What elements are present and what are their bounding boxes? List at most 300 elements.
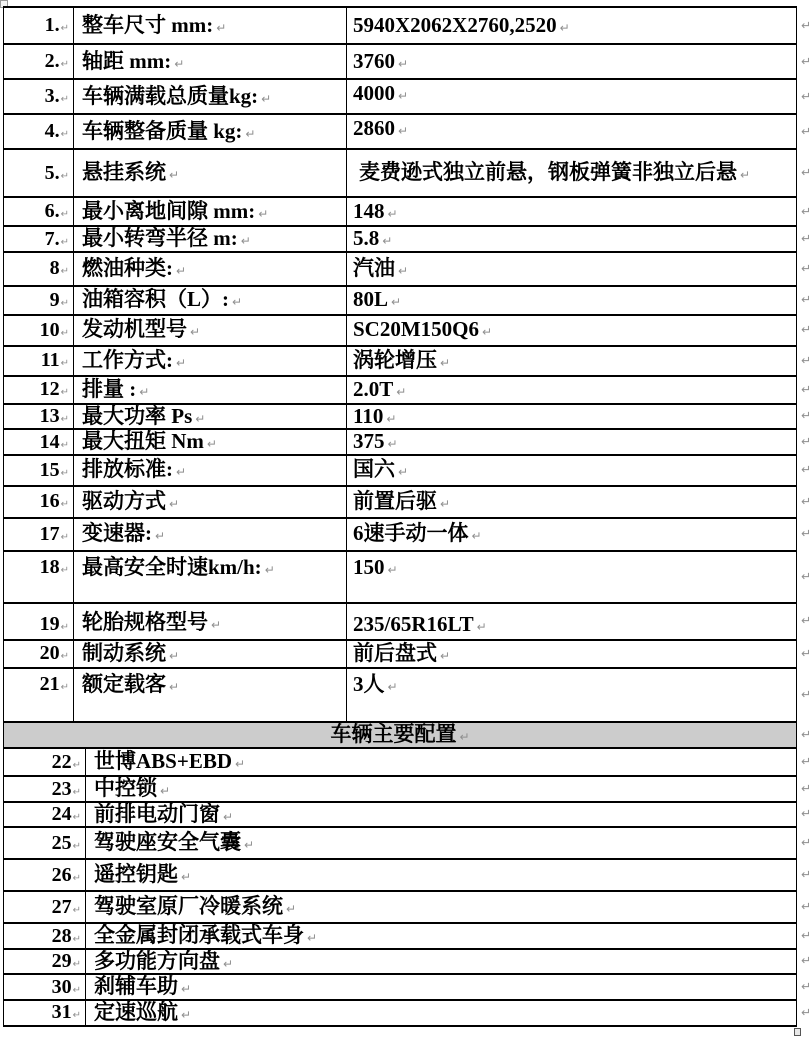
paragraph-mark-icon: ↵ — [176, 263, 187, 278]
paragraph-mark-icon: ↵ — [440, 496, 451, 511]
paragraph-mark-icon: ↵ — [386, 411, 397, 426]
spec-label: 整车尺寸 mm: — [82, 12, 214, 37]
spec-value-cell[interactable] — [347, 286, 811, 315]
paragraph-mark-icon: ↵ — [60, 499, 69, 511]
spec-value-cell[interactable] — [347, 640, 811, 668]
end-of-row-mark-icon: ↵ — [800, 806, 811, 821]
row-number-cell[interactable] — [4, 859, 86, 891]
row-number: 25 — [51, 831, 72, 854]
spec-label: 排量 : — [82, 376, 137, 401]
paragraph-mark-icon: ↵ — [60, 358, 69, 370]
table-row — [4, 923, 797, 949]
table-row — [4, 346, 797, 376]
row-number-cell[interactable] — [4, 286, 74, 315]
row-number: 28 — [51, 924, 72, 947]
table-row — [4, 149, 797, 197]
row-number: 4. — [44, 120, 60, 143]
paragraph-mark-icon: ↵ — [169, 168, 180, 183]
row-number-cell[interactable] — [4, 404, 74, 430]
spec-label: 轴距 mm: — [82, 48, 172, 73]
config-item-label: 多功能方向盘 — [94, 948, 220, 973]
table-row — [4, 79, 797, 114]
row-number: 3. — [44, 85, 60, 108]
config-item-cell[interactable] — [86, 948, 811, 975]
row-number-cell[interactable] — [4, 346, 74, 376]
row-number-cell[interactable] — [4, 827, 86, 859]
config-item-cell[interactable] — [86, 859, 811, 891]
row-number: 6. — [44, 200, 60, 223]
row-number-cell[interactable] — [4, 44, 74, 79]
spec-value: 前置后驱 — [353, 488, 437, 513]
paragraph-mark-icon: ↵ — [476, 620, 487, 635]
row-number-cell[interactable] — [4, 640, 74, 668]
row-number: 11 — [40, 349, 60, 372]
end-of-row-mark-icon: ↵ — [800, 899, 811, 914]
paragraph-mark-icon: ↵ — [235, 757, 246, 772]
row-number: 24 — [51, 803, 72, 826]
table-row — [4, 455, 797, 486]
row-number-cell[interactable] — [4, 603, 74, 640]
spec-label: 燃油种类: — [82, 255, 173, 280]
spec-label: 油箱容积（L）: — [82, 287, 229, 312]
config-item-cell[interactable] — [86, 891, 811, 923]
paragraph-mark-icon: ↵ — [60, 129, 69, 141]
paragraph-mark-icon: ↵ — [398, 56, 409, 71]
paragraph-mark-icon: ↵ — [72, 812, 81, 824]
row-number: 8 — [49, 257, 60, 280]
paragraph-mark-icon: ↵ — [169, 496, 180, 511]
spec-value-cell[interactable] — [347, 376, 811, 404]
paragraph-mark-icon: ↵ — [72, 1010, 81, 1022]
paragraph-mark-icon: ↵ — [72, 959, 81, 971]
paragraph-mark-icon: ↵ — [60, 564, 69, 576]
paragraph-mark-icon: ↵ — [190, 325, 201, 340]
paragraph-mark-icon: ↵ — [60, 23, 69, 35]
config-item-label: 驾驶座安全气囊 — [94, 830, 241, 855]
table-row — [4, 44, 797, 79]
vehicle-spec-table — [3, 6, 811, 749]
end-of-row-mark-icon: ↵ — [800, 754, 811, 769]
spec-label-cell[interactable] — [74, 79, 347, 114]
spec-value: 2860 — [353, 116, 395, 140]
row-number: 31 — [51, 1001, 72, 1024]
paragraph-mark-icon: ↵ — [440, 355, 451, 370]
table-resize-handle-icon[interactable] — [794, 1028, 801, 1036]
paragraph-mark-icon: ↵ — [387, 679, 398, 694]
table-row — [4, 315, 797, 346]
end-of-row-mark-icon: ↵ — [800, 292, 811, 307]
paragraph-mark-icon: ↵ — [440, 648, 451, 663]
row-number-cell[interactable] — [4, 923, 86, 949]
row-number-cell[interactable] — [4, 749, 86, 776]
table-row — [4, 859, 797, 891]
spec-value: 110 — [353, 403, 384, 428]
spec-label: 轮胎规格型号 — [82, 610, 208, 635]
paragraph-mark-icon: ↵ — [245, 126, 256, 141]
row-number: 2. — [44, 50, 60, 73]
table-row — [4, 974, 797, 1000]
paragraph-mark-icon: ↵ — [387, 437, 398, 452]
paragraph-mark-icon: ↵ — [72, 984, 81, 996]
end-of-row-mark-icon: ↵ — [800, 613, 811, 628]
table-row — [4, 640, 797, 668]
spec-label-cell[interactable] — [74, 44, 347, 79]
spec-label-cell[interactable] — [74, 404, 347, 430]
row-number: 27 — [51, 895, 72, 918]
paragraph-mark-icon: ↵ — [72, 904, 81, 916]
paragraph-mark-icon: ↵ — [244, 838, 255, 853]
table-row — [4, 429, 797, 455]
end-of-row-mark-icon: ↵ — [800, 53, 811, 68]
end-of-row-mark-icon: ↵ — [800, 645, 811, 660]
end-of-row-mark-icon: ↵ — [800, 726, 811, 741]
spec-label-cell[interactable] — [74, 376, 347, 404]
row-number-cell[interactable] — [4, 518, 74, 551]
spec-value: 148 — [353, 198, 385, 223]
paragraph-mark-icon: ↵ — [181, 1007, 192, 1022]
row-number: 13 — [39, 405, 60, 428]
row-number: 20 — [39, 642, 60, 665]
row-number: 16 — [39, 490, 60, 513]
spec-label-cell[interactable] — [74, 252, 347, 286]
row-number: 23 — [51, 777, 72, 800]
spec-value: 前后盘式 — [353, 640, 437, 665]
paragraph-mark-icon: ↵ — [459, 729, 470, 744]
paragraph-mark-icon: ↵ — [195, 411, 206, 426]
table-row — [4, 949, 797, 975]
spec-label-cell[interactable] — [74, 455, 347, 486]
end-of-row-mark-icon: ↵ — [800, 17, 811, 32]
spec-value: 235/65R16LT — [353, 612, 474, 637]
end-of-row-mark-icon: ↵ — [800, 781, 811, 796]
config-item-label: 中控锁 — [94, 776, 157, 800]
paragraph-mark-icon: ↵ — [232, 295, 243, 310]
end-of-row-mark-icon: ↵ — [800, 953, 811, 968]
config-item-label: 全金属封闭承载式车身 — [94, 923, 304, 948]
table-row — [4, 486, 797, 518]
spec-label-cell[interactable] — [74, 668, 347, 722]
row-number-cell[interactable] — [4, 974, 86, 1000]
row-number: 7. — [44, 227, 60, 250]
row-number-cell[interactable] — [4, 114, 74, 149]
paragraph-mark-icon: ↵ — [482, 325, 493, 340]
spec-label-cell[interactable] — [74, 114, 347, 149]
paragraph-mark-icon: ↵ — [169, 648, 180, 663]
row-number: 29 — [51, 950, 72, 973]
config-item-cell[interactable] — [86, 923, 811, 949]
spec-value-cell[interactable] — [347, 44, 811, 79]
spec-label-cell[interactable] — [74, 551, 347, 603]
spec-label-cell[interactable] — [74, 429, 347, 455]
paragraph-mark-icon: ↵ — [139, 384, 150, 399]
spec-value: 150 — [353, 554, 385, 579]
paragraph-mark-icon: ↵ — [398, 263, 409, 278]
config-item-cell[interactable] — [86, 749, 811, 776]
paragraph-mark-icon: ↵ — [398, 465, 409, 480]
table-row — [4, 114, 797, 149]
section-header-cell[interactable] — [4, 721, 811, 748]
spec-value-cell[interactable] — [347, 551, 811, 603]
spec-label: 驱动方式 — [82, 488, 166, 513]
paragraph-mark-icon: ↵ — [72, 786, 81, 798]
spec-label-cell[interactable] — [74, 486, 347, 518]
paragraph-mark-icon: ↵ — [60, 467, 69, 479]
row-number: 18 — [39, 555, 60, 578]
spec-label: 最高安全时速km/h: — [82, 554, 262, 579]
config-item-cell[interactable] — [86, 776, 811, 802]
spec-label: 悬挂系统 — [82, 160, 166, 185]
config-item-cell[interactable] — [86, 999, 811, 1026]
spec-value-cell[interactable] — [347, 403, 811, 430]
config-item-label: 遥控钥匙 — [94, 862, 178, 887]
paragraph-mark-icon: ↵ — [60, 439, 69, 451]
end-of-row-mark-icon: ↵ — [800, 231, 811, 246]
spec-label: 车辆满载总质量kg: — [82, 83, 259, 108]
spec-value: 涡轮增压 — [353, 347, 437, 372]
table-row — [4, 404, 797, 430]
paragraph-mark-icon: ↵ — [258, 206, 269, 221]
vehicle-config-table — [3, 749, 811, 1027]
paragraph-mark-icon: ↵ — [176, 465, 187, 480]
end-of-row-mark-icon: ↵ — [800, 408, 811, 423]
row-number: 21 — [39, 672, 60, 695]
paragraph-mark-icon: ↵ — [60, 651, 69, 663]
paragraph-mark-icon: ↵ — [398, 124, 409, 138]
row-number-cell[interactable] — [4, 455, 74, 486]
config-item-label: 刹辅车助 — [94, 974, 178, 999]
spec-value-cell[interactable] — [347, 518, 811, 551]
spec-value: 3人 — [353, 671, 385, 696]
row-number: 1. — [44, 14, 60, 37]
spec-value-cell[interactable] — [347, 346, 811, 376]
paragraph-mark-icon: ↵ — [60, 531, 69, 543]
spec-label: 发动机型号 — [82, 317, 187, 342]
paragraph-mark-icon: ↵ — [169, 679, 180, 694]
paragraph-mark-icon: ↵ — [181, 870, 192, 885]
spec-value: 汽油 — [353, 255, 395, 280]
table-row — [4, 226, 797, 252]
end-of-row-mark-icon: ↵ — [800, 260, 811, 275]
row-number: 30 — [51, 975, 72, 998]
row-number-cell[interactable] — [4, 486, 74, 518]
row-number: 15 — [39, 458, 60, 481]
paragraph-mark-icon: ↵ — [382, 234, 393, 248]
row-number: 22 — [51, 750, 72, 773]
spec-label: 最小离地间隙 mm: — [82, 198, 256, 223]
spec-label-cell[interactable] — [74, 603, 347, 640]
spec-value: 6速手动一体 — [353, 521, 469, 546]
spec-label-cell[interactable] — [74, 7, 347, 44]
spec-value-cell[interactable] — [347, 455, 811, 486]
end-of-row-mark-icon: ↵ — [800, 123, 811, 138]
table-row — [4, 827, 797, 859]
spec-value-cell[interactable] — [347, 226, 811, 252]
row-number: 14 — [39, 430, 60, 453]
paragraph-mark-icon: ↵ — [60, 681, 69, 693]
spec-label: 额定载客 — [82, 671, 166, 696]
paragraph-mark-icon: ↵ — [60, 387, 69, 399]
end-of-row-mark-icon: ↵ — [800, 434, 811, 449]
row-number: 19 — [39, 613, 60, 636]
paragraph-mark-icon: ↵ — [176, 355, 187, 370]
spec-value: 375 — [353, 429, 385, 454]
spec-label-cell[interactable] — [74, 346, 347, 376]
spec-label-cell[interactable] — [74, 197, 347, 226]
spec-value-cell[interactable] — [347, 197, 811, 226]
paragraph-mark-icon: ↵ — [286, 902, 297, 917]
row-number-cell[interactable] — [4, 315, 74, 346]
paragraph-mark-icon: ↵ — [391, 295, 402, 310]
section-header-title: 车辆主要配置 — [330, 721, 457, 746]
row-number-cell[interactable] — [4, 802, 86, 828]
paragraph-mark-icon: ↵ — [396, 384, 407, 399]
row-number-cell[interactable] — [4, 149, 74, 197]
paragraph-mark-icon: ↵ — [211, 618, 222, 633]
paragraph-mark-icon: ↵ — [471, 529, 482, 544]
table-row — [4, 286, 797, 315]
row-number-cell[interactable] — [4, 776, 86, 802]
end-of-row-mark-icon: ↵ — [800, 462, 811, 477]
end-of-row-mark-icon: ↵ — [800, 1004, 811, 1019]
spec-value: 3760 — [353, 48, 395, 73]
end-of-row-mark-icon: ↵ — [800, 928, 811, 943]
paragraph-mark-icon: ↵ — [72, 872, 81, 884]
spec-value-cell[interactable] — [347, 486, 811, 518]
paragraph-mark-icon: ↵ — [223, 956, 234, 971]
row-number-cell[interactable] — [4, 429, 74, 455]
end-of-row-mark-icon: ↵ — [800, 322, 811, 337]
paragraph-mark-icon: ↵ — [387, 206, 398, 221]
row-number-cell[interactable] — [4, 551, 74, 603]
spec-label: 制动系统 — [82, 640, 166, 665]
row-number-cell[interactable] — [4, 252, 74, 286]
paragraph-mark-icon: ↵ — [307, 931, 318, 946]
paragraph-mark-icon: ↵ — [740, 168, 751, 183]
paragraph-mark-icon: ↵ — [60, 236, 69, 248]
spec-value-cell[interactable] — [347, 149, 811, 197]
end-of-row-mark-icon: ↵ — [800, 526, 811, 541]
spec-value: 2.0T — [353, 376, 394, 401]
paragraph-mark-icon: ↵ — [60, 297, 69, 309]
paragraph-mark-icon: ↵ — [60, 266, 69, 278]
config-item-label: 前排电动门窗 — [94, 801, 220, 826]
spec-label: 工作方式: — [82, 347, 173, 372]
table-row — [4, 197, 797, 226]
row-number-cell[interactable] — [4, 226, 74, 252]
end-of-row-mark-icon: ↵ — [800, 835, 811, 850]
spec-value-cell[interactable] — [347, 7, 811, 44]
spec-label-cell[interactable] — [74, 226, 347, 252]
spec-value: SC20M150Q6 — [353, 317, 479, 342]
end-of-row-mark-icon: ↵ — [800, 686, 811, 701]
spec-value-cell[interactable] — [347, 429, 811, 455]
paragraph-mark-icon: ↵ — [72, 840, 81, 852]
paragraph-mark-icon: ↵ — [240, 234, 251, 248]
row-number: 5. — [44, 161, 60, 184]
table-row — [4, 802, 797, 828]
spec-value-cell[interactable] — [347, 315, 811, 346]
paragraph-mark-icon: ↵ — [60, 170, 69, 182]
paragraph-mark-icon: ↵ — [60, 414, 69, 426]
paragraph-mark-icon: ↵ — [60, 622, 69, 634]
paragraph-mark-icon: ↵ — [72, 933, 81, 945]
row-number-cell[interactable] — [4, 376, 74, 404]
spec-label: 最大功率 Ps — [82, 403, 193, 428]
table-row — [4, 252, 797, 286]
spec-label: 变速器: — [82, 521, 152, 546]
config-item-cell[interactable] — [86, 801, 811, 828]
paragraph-mark-icon: ↵ — [155, 529, 166, 544]
config-item-cell[interactable] — [86, 974, 811, 1000]
paragraph-mark-icon: ↵ — [72, 759, 81, 771]
spec-label-cell[interactable] — [74, 518, 347, 551]
table-row — [4, 551, 797, 603]
spec-label: 排放标准: — [82, 457, 173, 482]
paragraph-mark-icon: ↵ — [261, 91, 272, 106]
spec-value: 80L — [353, 287, 389, 312]
row-number-cell[interactable] — [4, 7, 74, 44]
section-header-row — [4, 722, 797, 748]
row-number-cell[interactable] — [4, 79, 74, 114]
paragraph-mark-icon: ↵ — [216, 20, 227, 35]
spec-label: 最大扭矩 Nm — [82, 429, 204, 454]
paragraph-mark-icon: ↵ — [559, 20, 570, 35]
table-row — [4, 749, 797, 776]
paragraph-mark-icon: ↵ — [60, 209, 69, 221]
spec-label-cell[interactable] — [74, 149, 347, 197]
paragraph-mark-icon: ↵ — [60, 327, 69, 339]
config-item-cell[interactable] — [86, 827, 811, 859]
spec-value-cell[interactable] — [347, 79, 811, 114]
row-number: 12 — [39, 378, 60, 401]
row-number-cell[interactable] — [4, 949, 86, 975]
spec-value: 5.8 — [353, 226, 380, 250]
spec-value-cell[interactable] — [347, 668, 811, 722]
row-number-cell[interactable] — [4, 668, 74, 722]
row-number: 10 — [39, 318, 60, 341]
table-row — [4, 668, 797, 722]
spec-label-cell[interactable] — [74, 286, 347, 315]
end-of-row-mark-icon: ↵ — [800, 88, 811, 103]
end-of-row-mark-icon: ↵ — [800, 203, 811, 218]
paragraph-mark-icon: ↵ — [387, 562, 398, 577]
paragraph-mark-icon: ↵ — [60, 59, 69, 71]
spec-label: 车辆整备质量 kg: — [82, 118, 243, 143]
paragraph-mark-icon: ↵ — [181, 982, 192, 997]
end-of-row-mark-icon: ↵ — [800, 352, 811, 367]
table-row — [4, 7, 797, 44]
table-row — [4, 891, 797, 923]
row-number-cell[interactable] — [4, 1000, 86, 1026]
spec-label-cell[interactable] — [74, 315, 347, 346]
spec-value-cell[interactable] — [347, 114, 811, 149]
row-number: 9 — [49, 288, 60, 311]
spec-value-cell[interactable] — [347, 252, 811, 286]
row-number: 17 — [39, 522, 60, 545]
paragraph-mark-icon: ↵ — [206, 437, 217, 452]
spec-value-cell[interactable] — [347, 603, 811, 640]
row-number-cell[interactable] — [4, 891, 86, 923]
row-number-cell[interactable] — [4, 197, 74, 226]
spec-value: 国六 — [353, 457, 395, 482]
spec-label-cell[interactable] — [74, 640, 347, 668]
table-row — [4, 1000, 797, 1026]
row-number: 26 — [51, 863, 72, 886]
paragraph-mark-icon: ↵ — [60, 94, 69, 106]
spec-label: 最小转弯半径 m: — [82, 226, 238, 250]
spec-value: 麦费逊式独立前悬，钢板弹簧非独立后悬 — [359, 160, 737, 185]
paragraph-mark-icon: ↵ — [223, 809, 234, 824]
